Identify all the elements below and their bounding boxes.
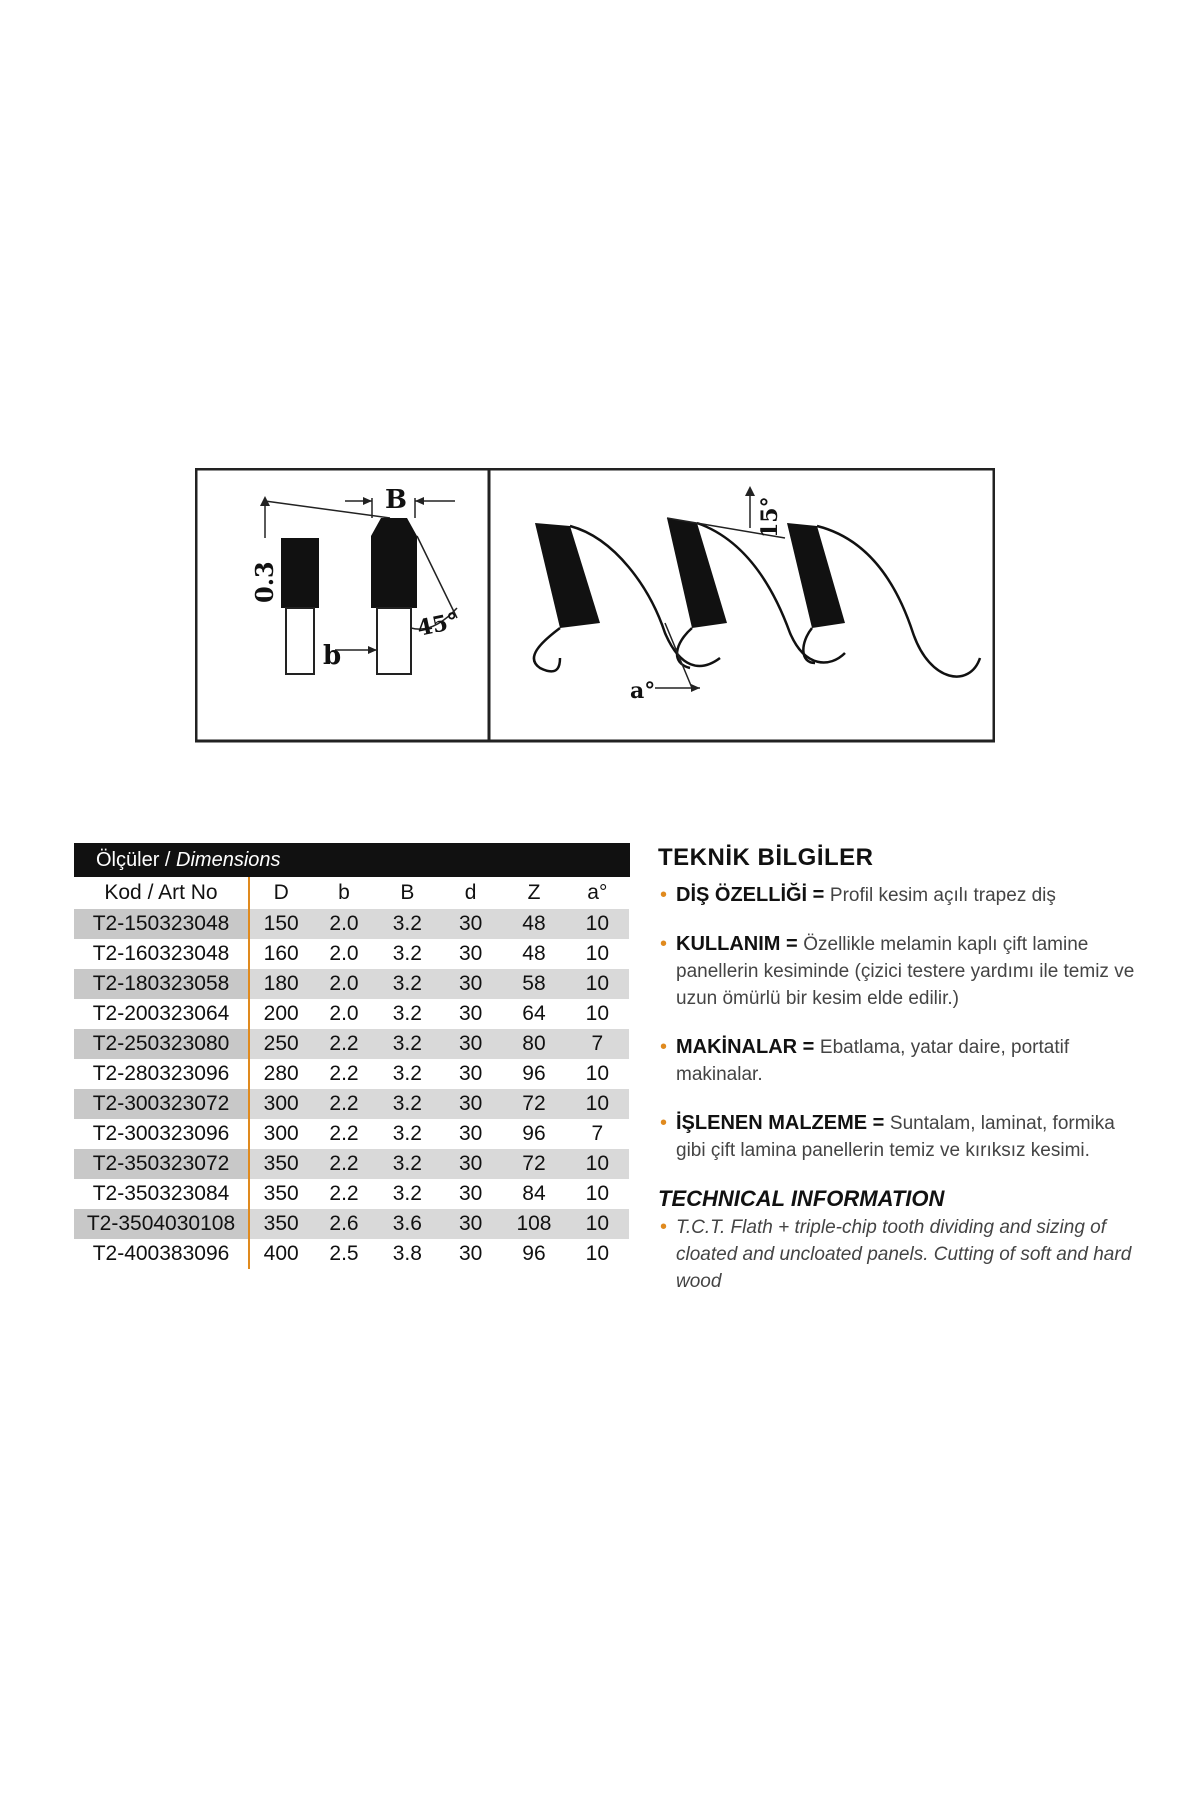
top-angle-arrow [745,486,755,496]
col-header-Z: Z [527,881,541,904]
cell-value: 160 [263,942,299,965]
cell-value: 10 [585,1002,609,1025]
cell-value: 3.2 [376,1029,439,1059]
trapezoid-tooth-body [377,608,411,674]
cell-value: 2.2 [312,1089,375,1119]
table-row [74,1239,629,1269]
cell-value: 3.2 [392,1062,422,1085]
cell-value: 10 [585,942,609,965]
b-arrowhead [368,646,377,654]
bullet-icon: • [660,1112,668,1134]
cell-value: 2.2 [312,1149,375,1179]
cell-value: 30 [458,1062,483,1085]
cell-value: 10 [585,1242,609,1265]
cell-value: 10 [566,1209,629,1239]
cell-code: T2-3504030108 [74,1209,249,1239]
cell-value: 7 [566,1029,629,1059]
cell-value: 2.0 [312,969,375,999]
B-arrowhead-right [415,497,424,505]
cell-value: 84 [522,1182,546,1205]
cell-value: 30 [439,969,502,999]
tech-item-material [658,1110,1138,1164]
dimensions-table-block [74,843,630,1269]
cell-value: 2.5 [329,1242,359,1265]
B-arrowhead-left [363,497,372,505]
cell-value: 10 [566,1089,629,1119]
cell-code: T2-180323058 [74,969,249,999]
cell-value: 10 [585,1182,609,1205]
table-row [74,1089,629,1119]
b-label: b [323,641,342,671]
bullet-icon: • [660,933,668,955]
col-header-code: Kod / Art No [74,877,249,909]
item-sep: = [807,884,830,906]
saw-tooth-1 [535,523,600,628]
cell-value: 350 [249,1149,312,1179]
cell-value: 2.2 [329,1122,359,1145]
item-text: Özellikle melamin kaplı çift lamine panellerin kesiminde (çizici testere yardımı ile temiz ve uzun ömürlü bir kesim elde edilir.) [676,934,1135,1009]
cell-value: 48 [522,942,546,965]
cell-value: 10 [566,969,629,999]
item-sep: = [797,1036,820,1058]
tech-item-machines [658,1034,1138,1088]
cell-value: 30 [458,1002,483,1025]
item-text: Ebatlama, yatar daire, portatif makinalar. [676,1037,1070,1085]
cell-value: 3.2 [376,969,439,999]
cell-value: 180 [249,969,312,999]
col-header-B: B [400,881,415,904]
technical-info-text: T.C.T. Flath + triple-chip tooth dividing and sizing of cloated and uncloated panels. Cutting of soft and hard wood [676,1217,1132,1292]
col-header-b: b [338,881,350,904]
table-row [74,1029,629,1059]
cell-value: 2.6 [312,1209,375,1239]
table-row [74,999,629,1029]
cell-value: 30 [439,1209,502,1239]
table-row [74,1059,629,1089]
item-text: Suntalam, laminat, formika gibi çift lamina panellerin temiz ve kırıksız kesimi. [676,1113,1115,1161]
tech-title: TEKNİK BİLGİLER [658,844,874,871]
bullet-icon: • [660,884,668,906]
cell-value: 2.0 [329,1002,359,1025]
tech-item-usage [658,931,1138,1012]
cell-value: 3.2 [392,942,422,965]
table-row [74,1179,629,1209]
col-header-a: a° [587,881,608,904]
cell-value: 30 [458,942,483,965]
cell-code: T2-400383096 [74,1239,249,1269]
cell-value: 10 [566,909,629,939]
dimensions-title: Ölçüler / [96,849,177,871]
item-sep: = [780,933,804,955]
cell-value: 30 [458,1122,483,1145]
tech-item-tooth [658,882,1138,909]
table-row [74,969,629,999]
cell-value: 7 [591,1122,604,1145]
table-row [74,1119,629,1149]
cell-value: 3.2 [392,1122,422,1145]
depth-label: 0.3 [250,561,279,603]
cell-code: T2-350323072 [74,1149,249,1179]
cell-value: 3.2 [392,1002,422,1025]
cell-value: 30 [458,1182,483,1205]
cell-value: 350 [263,1182,299,1205]
cell-value: 80 [502,1029,565,1059]
cell-value: 350 [249,1209,312,1239]
cell-value: 48 [502,909,565,939]
cell-value: 96 [522,1062,546,1085]
cell-code: T2-200323064 [74,999,249,1029]
table-row [74,1149,629,1179]
col-header-D: D [273,881,289,904]
cell-code: T2-300323072 [74,1089,249,1119]
cell-value: 300 [249,1089,312,1119]
saw-tooth-3 [787,523,845,628]
cell-value: 3.2 [376,1149,439,1179]
clearance-label: a° [630,678,656,704]
item-sep: = [867,1112,890,1134]
bullet-icon: • [660,1216,668,1238]
cell-value: 400 [263,1242,299,1265]
dimensions-header [74,843,630,877]
col-header-d: d [464,881,477,904]
cell-value: 3.8 [392,1242,422,1265]
item-label: İŞLENEN MALZEME [676,1112,868,1134]
cell-value: 300 [263,1122,299,1145]
table-row [74,909,629,939]
dimensions-title-italic: Dimensions [176,849,281,871]
table-row [74,939,629,969]
cell-value: 30 [439,1089,502,1119]
cell-value: 58 [502,969,565,999]
cell-value: 30 [458,1242,483,1265]
cell-code: T2-250323080 [74,1029,249,1059]
table-row [74,1209,629,1239]
flat-tooth-tip [281,538,319,608]
cell-value: 2.2 [329,1182,359,1205]
cell-value: 3.2 [376,1089,439,1119]
cell-value: 2.2 [312,1029,375,1059]
cell-code: T2-150323048 [74,909,249,939]
cell-value: 10 [566,1149,629,1179]
clearance-arrow [691,684,700,692]
cell-value: 2.0 [329,942,359,965]
cell-value: 3.2 [376,909,439,939]
cell-value: 96 [522,1242,546,1265]
top-angle-label: 15° [757,496,783,538]
cell-value: 250 [249,1029,312,1059]
cell-value: 30 [439,1149,502,1179]
cell-code: T2-280323096 [74,1059,249,1089]
technical-info-item [658,1214,1138,1295]
trapezoid-tooth-tip [371,518,417,608]
item-label: KULLANIM [676,933,781,955]
tooth-profile-diagram [195,468,995,743]
technical-info-title: TECHNICAL INFORMATION [658,1186,945,1211]
bullet-icon: • [660,1036,668,1058]
item-text: Profil kesim açılı trapez diş [829,885,1056,906]
table-header-row [74,877,629,909]
cell-value: 96 [522,1122,546,1145]
cell-value: 280 [263,1062,299,1085]
cell-code: T2-350323084 [74,1179,249,1209]
B-label: B [385,485,407,515]
cell-value: 2.2 [329,1062,359,1085]
cell-value: 72 [502,1089,565,1119]
cell-code: T2-160323048 [74,939,249,969]
cell-value: 64 [522,1002,546,1025]
cell-value: 2.0 [312,909,375,939]
saw-tooth-2 [667,518,727,628]
cell-value: 150 [249,909,312,939]
bevel-label: 45° [414,607,461,642]
flat-tooth-body [286,608,314,674]
cell-value: 10 [585,1062,609,1085]
cell-code: T2-300323096 [74,1119,249,1149]
technical-info-block [658,844,1138,1317]
cell-value: 108 [502,1209,565,1239]
cell-value: 200 [263,1002,299,1025]
dimensions-table [74,877,630,1269]
cell-value: 30 [439,1029,502,1059]
cell-value: 3.6 [376,1209,439,1239]
cell-value: 30 [439,909,502,939]
cell-value: 72 [502,1149,565,1179]
cell-value: 3.2 [392,1182,422,1205]
item-label: MAKİNALAR [676,1036,798,1058]
item-label: DİŞ ÖZELLİĞİ [676,884,808,906]
bevel-line [417,536,457,618]
